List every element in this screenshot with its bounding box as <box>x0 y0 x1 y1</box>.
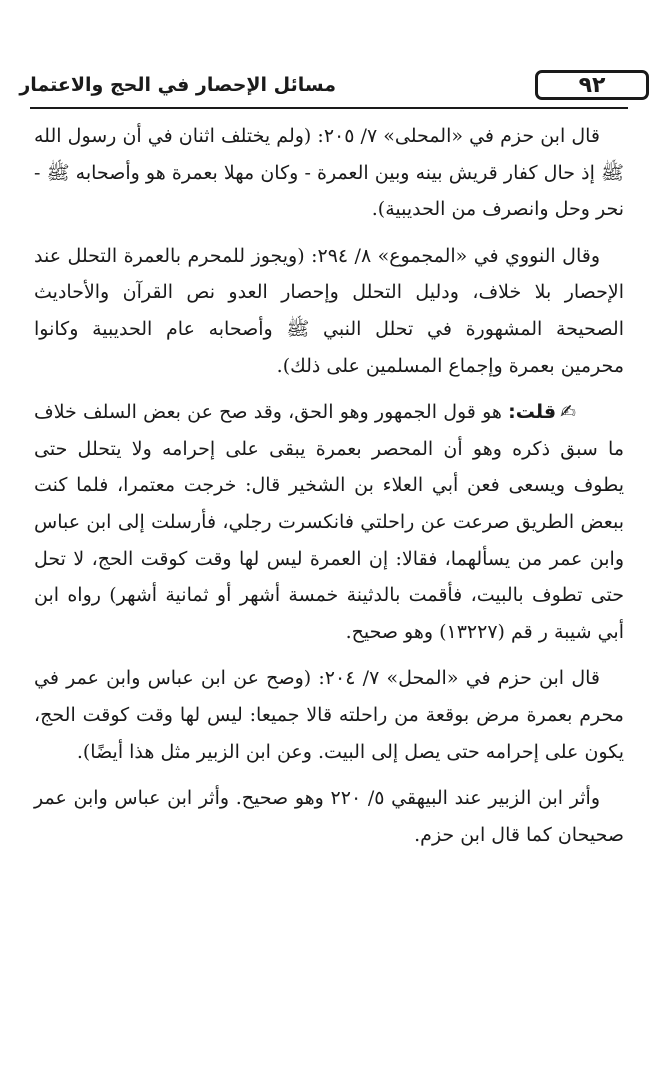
pen-icon: ✍ <box>560 401 576 424</box>
paragraph-qult <box>34 394 624 650</box>
page-number: ٩٢ <box>535 70 649 100</box>
qult-text: هو قول الجمهور وهو الحق، وقد صح عن بعض السلف خلاف ما سبق ذكره وهو أن المحصر بعمرة يبقى على إحرامه ولا يتحلل حتى يطوف ويسعى فعن أبي العلاء بن الشخير قال: خرجت معتمرا، فلما كنت ببعض الطريق صرعت عن راحلتي فانكسرت رجلي، فأرسلت إلى ابن عباس وابن عمر من يسألهما، فقالا: إن العمرة ليس لها وقت كوقت الحج، لا تحل حتى تطوف بالبيت، فأقمت بالدثينة خمسة أشهر أو ثمانية أشهر) رواه ابن أبي شيبة ر قم (١٣٢٢٧) وهو صحيح. <box>34 401 624 643</box>
header-rule <box>30 107 628 109</box>
paragraph-bayhaqi: وأثر ابن الزبير عند البيهقي ٥/ ٢٢٠ وهو صحيح. وأثر ابن عباس وابن عمر صحيحان كما قال ابن حزم. <box>34 787 624 846</box>
paragraph-nawawi: وقال النووي في «المجموع» ٨/ ٢٩٤: (ويجوز للمحرم بالعمرة التحلل عند الإحصار بلا خلاف، ودليل التحلل وإحصار العدو نص القرآن والأحاديث الصحيحة المشهورة في تحلل النبي ﷺ وأصحابه عام الحديبية وكانوا محرمين بعمرة وإجماع المسلمين على ذلك). <box>34 244 624 377</box>
body-text <box>34 118 624 853</box>
paragraph-ibn-hazm-1: قال ابن حزم في «المحلى» ٧/ ٢٠٥: (ولم يختلف اثنان في أن رسول الله ﷺ إذ حال كفار قريش بينه وبين العمرة - وكان مهلا بعمرة هو وأصحابه ﷺ - نحر وحل وانصرف من الحديبية). <box>34 125 624 221</box>
running-title: مسائل الإحصار في الحج والاعتمار <box>19 74 336 96</box>
qult-label: قلت: <box>508 401 557 424</box>
paragraph-ibn-hazm-2: قال ابن حزم في «المحل» ٧/ ٢٠٤: (وصح عن ابن عباس وابن عمر في محرم بعمرة مرض بوقعة من راحلته قالا جميعا: ليس لها وقت كوقت الحج، يكون على إحرامه حتى يصل إلى البيت. وعن ابن الزبير مثل هذا أيضًا). <box>34 667 624 763</box>
page-header <box>19 66 628 110</box>
